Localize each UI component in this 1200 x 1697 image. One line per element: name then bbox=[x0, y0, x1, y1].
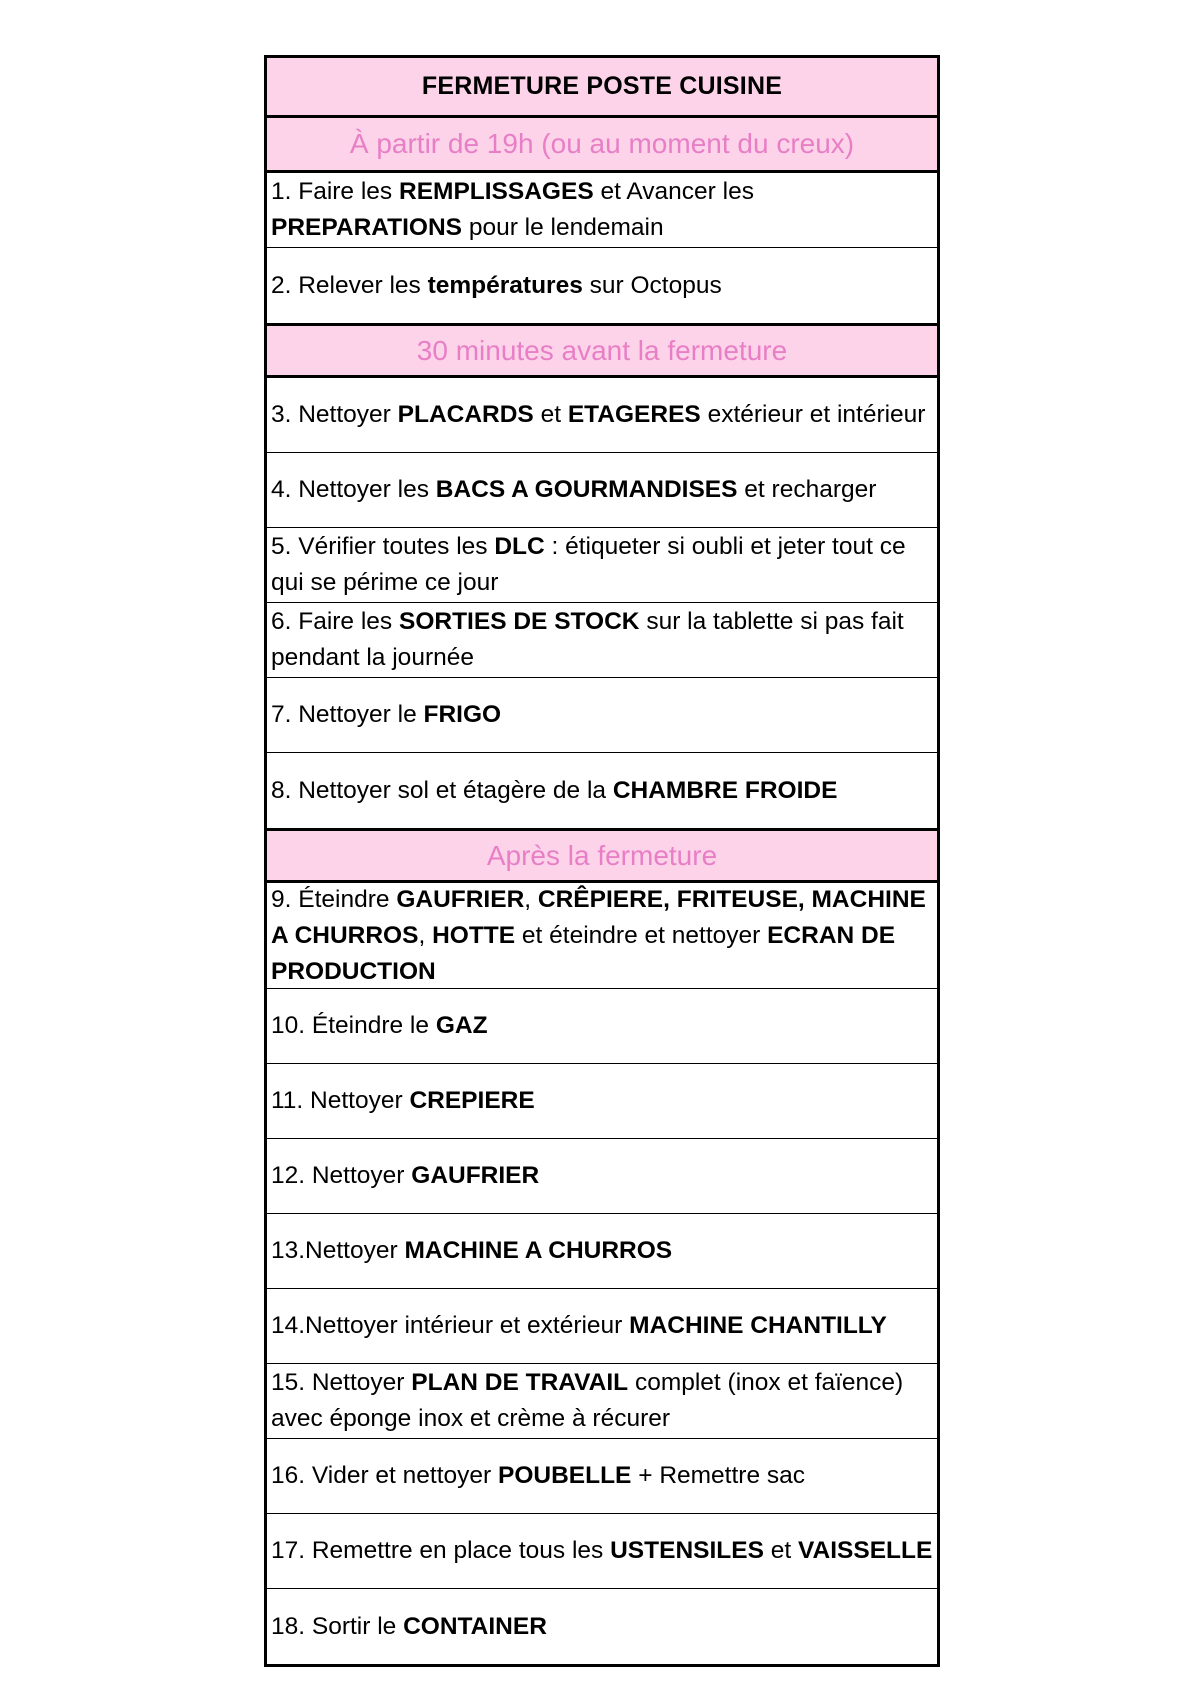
task-row bbox=[267, 1214, 937, 1289]
page-title: FERMETURE POSTE CUISINE bbox=[267, 58, 937, 118]
task-text: 18. Sortir le CONTAINER bbox=[271, 1612, 547, 1640]
task-row bbox=[267, 753, 937, 828]
task-text: 8. Nettoyer sol et étagère de la CHAMBRE FROIDE bbox=[271, 776, 838, 804]
task-text: 1. Faire les REMPLISSAGES et Avancer les PREPARATIONS pour le lendemain bbox=[271, 178, 754, 241]
task-row bbox=[267, 1589, 937, 1664]
task-row bbox=[267, 173, 937, 248]
task-text: 13.Nettoyer MACHINE A CHURROS bbox=[271, 1237, 673, 1264]
task-text: 2. Relever les températures sur Octopus bbox=[271, 271, 722, 299]
task-row bbox=[267, 1289, 937, 1364]
task-text: 7. Nettoyer le FRIGO bbox=[271, 701, 502, 728]
task-row bbox=[267, 248, 937, 323]
task-text: 12. Nettoyer GAUFRIER bbox=[271, 1162, 540, 1189]
task-row bbox=[267, 378, 937, 453]
task-row bbox=[267, 1439, 937, 1514]
task-text: 14.Nettoyer intérieur et extérieur MACHINE CHANTILLY bbox=[271, 1312, 887, 1339]
task-text: 4. Nettoyer les BACS A GOURMANDISES et recharger bbox=[271, 476, 877, 503]
task-text: 5. Vérifier toutes les DLC : étiqueter si oubli et jeter tout ce qui se périme ce jour bbox=[271, 533, 906, 596]
task-row bbox=[267, 528, 937, 603]
task-text: 11. Nettoyer CREPIERE bbox=[271, 1087, 535, 1114]
task-row bbox=[267, 453, 937, 528]
task-text: 17. Remettre en place tous les USTENSILES et VAISSELLE bbox=[271, 1537, 933, 1564]
task-text: 9. Éteindre GAUFRIER, CRÊPIERE, FRITEUSE, MACHINE A CHURROS, HOTTE et éteindre et nettoyer ECRAN DE PRODUCTION bbox=[271, 885, 926, 985]
task-row bbox=[267, 1139, 937, 1214]
task-text: 10. Éteindre le GAZ bbox=[271, 1012, 488, 1039]
task-row bbox=[267, 1064, 937, 1139]
section-heading: 30 minutes avant la fermeture bbox=[267, 323, 937, 378]
checklist-table bbox=[264, 55, 940, 1667]
task-row bbox=[267, 678, 937, 753]
task-text: 16. Vider et nettoyer POUBELLE + Remettre sac bbox=[271, 1462, 806, 1489]
task-row bbox=[267, 603, 937, 678]
task-row bbox=[267, 883, 937, 989]
task-text: 6. Faire les SORTIES DE STOCK sur la tablette si pas fait pendant la journée bbox=[271, 608, 904, 671]
section-heading: À partir de 19h (ou au moment du creux) bbox=[267, 118, 937, 173]
task-row bbox=[267, 989, 937, 1064]
task-text: 15. Nettoyer PLAN DE TRAVAIL complet (inox et faïence) avec éponge inox et crème à récurer bbox=[271, 1369, 904, 1432]
section-heading: Après la fermeture bbox=[267, 828, 937, 883]
task-row bbox=[267, 1514, 937, 1589]
task-text: 3. Nettoyer PLACARDS et ETAGERES extérieur et intérieur bbox=[271, 401, 926, 428]
task-row bbox=[267, 1364, 937, 1439]
